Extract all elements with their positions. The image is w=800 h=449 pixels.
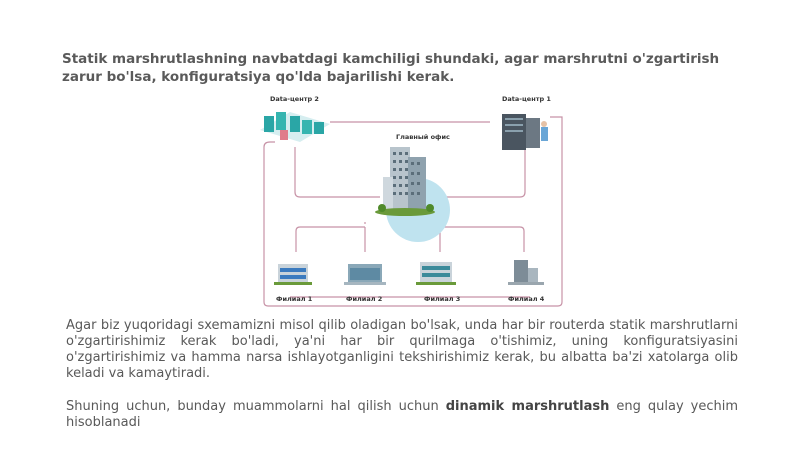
branch-1-label: Филиал 1 bbox=[276, 295, 313, 303]
link-hq-branch4 bbox=[455, 227, 524, 252]
hq-building-icon bbox=[375, 147, 435, 216]
conclusion-paragraph bbox=[66, 399, 738, 431]
datacenter-2-icon bbox=[260, 112, 330, 142]
slide-heading: Statik marshrutlashning navbatdagi kamchiligi shundaki, agar marshrutni o'zgartirish zarur bo'lsa, konfiguratsiya qo'lda bajarilishi kerak. bbox=[62, 51, 720, 85]
hq-label: Главный офис bbox=[396, 133, 450, 141]
dynamic-routing-term: dinamik marshrutlash bbox=[445, 399, 610, 414]
link-dc1-hq bbox=[435, 147, 525, 197]
link-hq-branch1 bbox=[296, 222, 365, 252]
link-dc2-hq bbox=[295, 147, 380, 197]
network-diagram bbox=[250, 92, 570, 312]
conclusion-text-end: eng qulay yechim hisoblanadi bbox=[66, 399, 738, 430]
branch-3-label: Филиал 3 bbox=[424, 295, 461, 303]
branch-4-icon bbox=[508, 260, 544, 285]
branch-1-icon bbox=[274, 264, 312, 285]
branch-2-label: Филиал 2 bbox=[346, 295, 383, 303]
datacenter-1-icon bbox=[502, 114, 548, 150]
branch-4-label: Филиал 4 bbox=[508, 295, 545, 303]
datacenter-1-label: Data-центр 1 bbox=[502, 95, 551, 103]
conclusion-text-start: Shuning uchun, bunday muammolarni hal qilish uchun bbox=[66, 399, 446, 414]
branch-2-icon bbox=[344, 264, 386, 285]
branch-3-icon bbox=[416, 262, 456, 285]
explanation-paragraph: Agar biz yuqoridagi sxemamizni misol qilib oladigan bo'lsak, unda har bir routerda statik marshrutlarni o'zgartirishimiz kerak bo'ladi, ya'ni har bir qurilmaga o'tishimiz, uning konfiguratsiyasini o'zgartirishimiz va hamma narsa ishlayotganligini tekshirishimiz kerak, bu albatta ba'zi xatolarga olib keladi va kamaytiradi. bbox=[66, 318, 738, 381]
network-diagram-svg bbox=[250, 92, 570, 312]
datacenter-2-label: Data-центр 2 bbox=[270, 95, 319, 103]
